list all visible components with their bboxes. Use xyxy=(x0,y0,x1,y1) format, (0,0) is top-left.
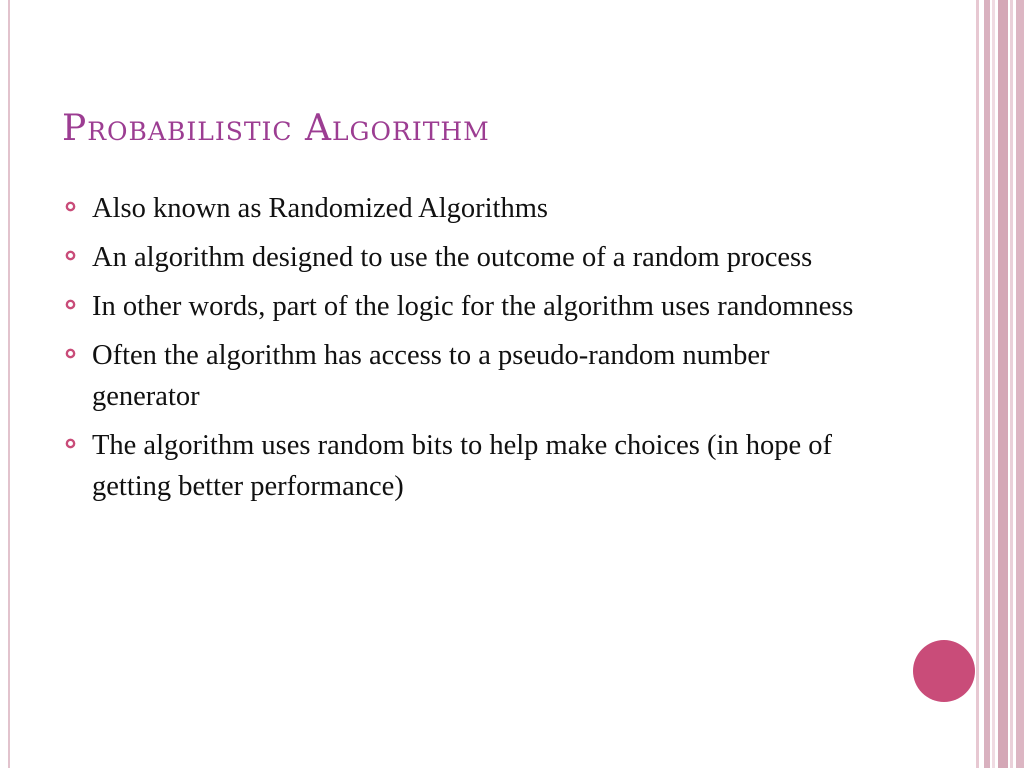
ring-bullet-icon xyxy=(65,438,76,449)
stripe xyxy=(976,0,979,768)
bullet-item xyxy=(62,237,882,278)
bullet-text: Often the algorithm has access to a pseudo-random number generator xyxy=(92,340,770,412)
left-border-line xyxy=(8,0,10,768)
bullet-text: The algorithm uses random bits to help make choices (in hope of getting better performance) xyxy=(92,430,833,502)
accent-circle xyxy=(913,640,975,702)
bullet-item xyxy=(62,335,882,417)
ring-bullet-icon xyxy=(65,250,76,261)
ring-bullet-icon xyxy=(65,299,76,310)
bullet-text: In other words, part of the logic for the algorithm uses randomness xyxy=(92,291,854,322)
stripe xyxy=(984,0,990,768)
stripe xyxy=(992,0,995,768)
bullet-text: An algorithm designed to use the outcome of a random process xyxy=(92,242,813,273)
bullet-item xyxy=(62,188,882,229)
ring-bullet-icon xyxy=(65,348,76,359)
ring-bullet-icon xyxy=(65,201,76,212)
bullet-text: Also known as Randomized Algorithms xyxy=(92,193,548,224)
bullet-list xyxy=(62,188,882,515)
stripe xyxy=(1010,0,1013,768)
stripe xyxy=(1016,0,1024,768)
right-decorative-stripes xyxy=(976,0,1024,768)
bullet-item xyxy=(62,425,882,507)
slide-title: Probabilistic Algorithm xyxy=(62,108,490,149)
bullet-item xyxy=(62,286,882,327)
stripe xyxy=(998,0,1008,768)
